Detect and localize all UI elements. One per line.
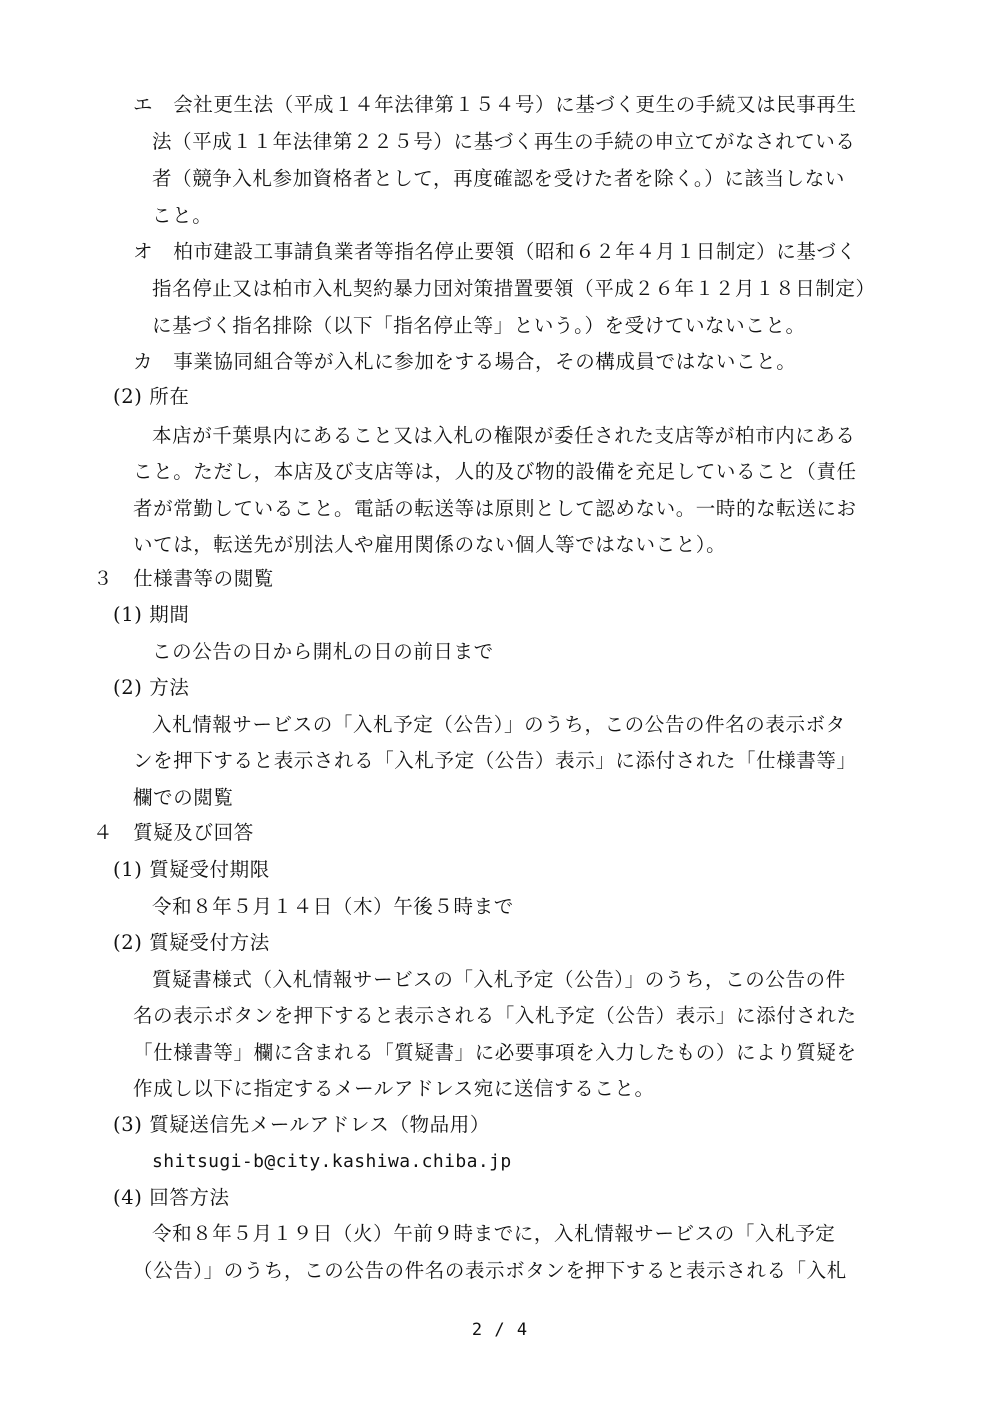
item-o-line-1: オ 柏市建設工事請負業者等指名停止要領（昭和６２年４月１日制定）に基づく (133, 240, 857, 263)
page-number: 2 / 4 (471, 1320, 529, 1340)
location-para-line-2: こと。ただし，本店及び支店等は，人的及び物的設備を充足していること（責任 (133, 460, 857, 483)
location-para-line-3: 者が常勤していること。電話の転送等は原則として認めない。一時的な転送にお (133, 497, 857, 520)
section-4-1-body: 令和８年５月１４日（木）午後５時まで (152, 895, 514, 918)
section-4-4-body-line-1: 令和８年５月１９日（火）午前９時までに，入札情報サービスの「入札予定 (152, 1222, 836, 1245)
section-4-3-heading: (3) 質疑送信先メールアドレス（物品用） (113, 1113, 490, 1136)
query-email-address: shitsugi-b@city.kashiwa.chiba.jp (152, 1151, 512, 1172)
section-4-1-heading: (1) 質疑受付期限 (113, 858, 270, 881)
item-e-line-4: こと。 (152, 204, 213, 227)
section-3-2-body-line-2: ンを押下すると表示される「入札予定（公告）表示」に添付された「仕様書等」 (133, 749, 857, 772)
location-para-line-1: 本店が千葉県内にあること又は入札の権限が委任された支店等が柏市内にある (152, 424, 856, 447)
section-4-2-body-line-3: 「仕様書等」欄に含まれる「質疑書」に必要事項を入力したもの）により質疑を (133, 1041, 857, 1064)
item-e-line-1: エ 会社更生法（平成１４年法律第１５４号）に基づく更生の手続又は民事再生 (133, 93, 857, 116)
item-e-line-2: 法（平成１１年法律第２２５号）に基づく再生の手続の申立てがなされている (152, 130, 856, 153)
location-para-line-4: いては，転送先が別法人や雇用関係のない個人等ではないこと）。 (133, 533, 727, 556)
section-3-heading: ３ 仕様書等の閲覧 (93, 567, 274, 590)
item-e-line-3: 者（競争入札参加資格者として，再度確認を受けた者を除く。）に該当しない (152, 167, 845, 190)
section-4-2-body-line-1: 質疑書様式（入札情報サービスの「入札予定（公告）」のうち，この公告の件 (152, 968, 846, 991)
section-2-2-heading: (2) 所在 (113, 385, 190, 408)
section-4-4-body-line-2: （公告）」のうち，この公告の件名の表示ボタンを押下すると表示される「入札 (133, 1259, 847, 1282)
item-ka-line-1: カ 事業協同組合等が入札に参加をする場合，その構成員ではないこと。 (133, 350, 797, 373)
section-4-2-body-line-2: 名の表示ボタンを押下すると表示される「入札予定（公告）表示」に添付された (133, 1004, 857, 1027)
item-o-line-3: に基づく指名排除（以下「指名停止等」という。）を受けていないこと。 (152, 314, 806, 337)
section-4-2-heading: (2) 質疑受付方法 (113, 931, 270, 954)
section-4-2-body-line-4: 作成し以下に指定するメールアドレス宛に送信すること。 (133, 1077, 655, 1100)
section-3-2-body-line-3: 欄での閲覧 (133, 786, 234, 809)
section-3-2-body-line-1: 入札情報サービスの「入札予定（公告）」のうち，この公告の件名の表示ボタ (152, 713, 846, 736)
section-3-1-heading: (1) 期間 (113, 603, 190, 626)
section-3-1-body: この公告の日から開札の日の前日まで (152, 640, 494, 663)
section-4-heading: ４ 質疑及び回答 (93, 821, 254, 844)
section-4-4-heading: (4) 回答方法 (113, 1186, 230, 1209)
item-o-line-2: 指名停止又は柏市入札契約暴力団対策措置要領（平成２６年１２月１８日制定） (152, 277, 876, 300)
section-3-2-heading: (2) 方法 (113, 676, 190, 699)
